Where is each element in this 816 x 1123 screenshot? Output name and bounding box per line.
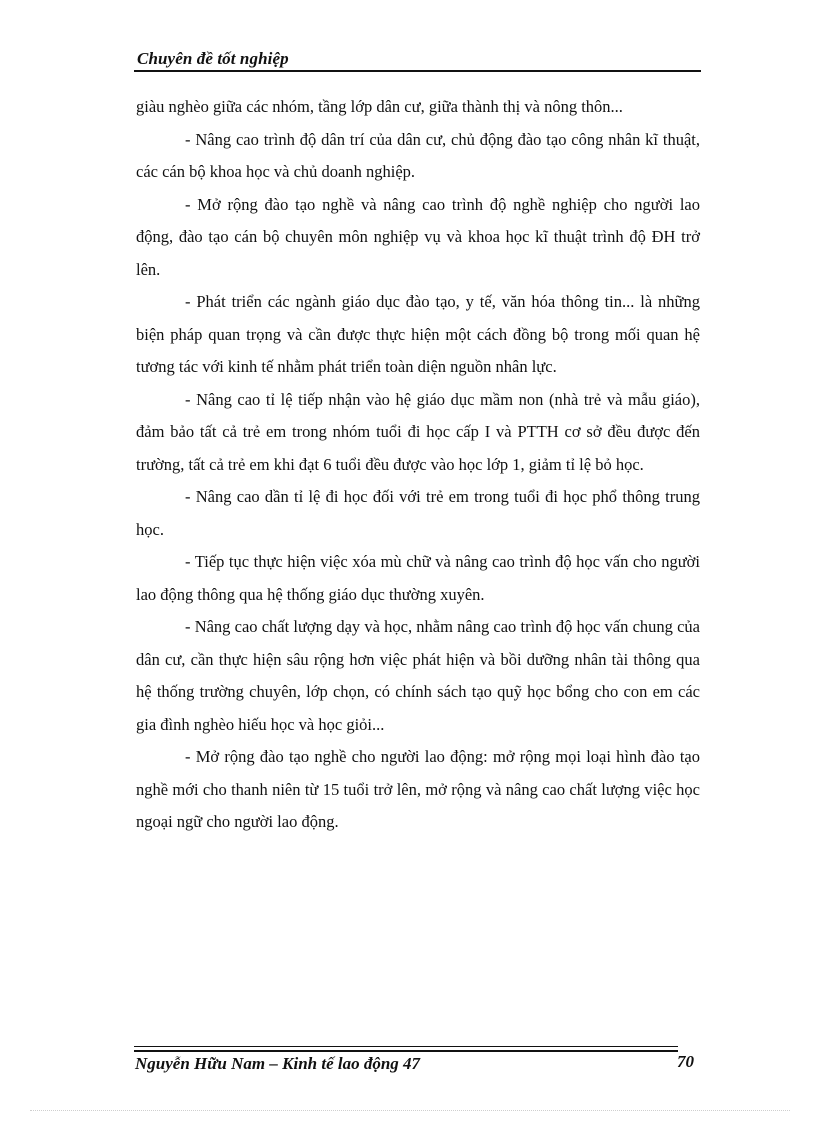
page-number: 70: [677, 1052, 694, 1071]
paragraph-item: - Mở rộng đào tạo nghề và nâng cao trình độ nghề nghiệp cho người lao động, đào tạo cán bộ chuyên môn nghiệp vụ và khoa học kĩ thuật trình độ ĐH trở lên.: [136, 194, 700, 279]
body-text: [136, 91, 700, 839]
paragraph-item: - Tiếp tục thực hiện việc xóa mù chữ và nâng cao trình độ học vấn cho người lao động thông qua hệ thống giáo dục thường xuyên.: [136, 552, 700, 604]
footer-divider-thin: [134, 1046, 678, 1047]
footer-divider-thick: [134, 1050, 678, 1052]
header-title: Chuyên đề tốt nghiệp: [137, 49, 289, 68]
footer-author: Nguyễn Hữu Nam – Kinh tế lao động 47: [135, 1054, 421, 1073]
paragraph-item: - Nâng cao chất lượng dạy và học, nhằm nâng cao trình độ học vấn chung của dân cư, cần thực hiện sâu rộng hơn việc phát hiện và bồi dưỡng nhân tài thông qua hệ thống trường chuyên, lớp chọn, có chính sách tạo quỹ học bổng cho con em các gia đình nghèo hiếu học và học giỏi...: [136, 617, 700, 734]
paragraph-item: - Nâng cao dần tỉ lệ đi học đối với trẻ em trong tuổi đi học phổ thông trung học.: [136, 487, 700, 539]
paragraph-continuation: giàu nghèo giữa các nhóm, tầng lớp dân cư, giữa thành thị và nông thôn...: [136, 97, 623, 116]
paragraph-item: - Nâng cao tỉ lệ tiếp nhận vào hệ giáo dục mầm non (nhà trẻ và mẫu giáo), đảm bảo tất cả trẻ em trong nhóm tuổi đi học cấp I và PTTH cơ sở đều được đến trường, tất cả trẻ em khi đạt 6 tuổi đều được vào học lớp 1, giảm tỉ lệ bỏ học.: [136, 389, 700, 474]
header-divider: [134, 70, 701, 72]
paragraph-item: - Phát triển các ngành giáo dục đào tạo, y tế, văn hóa thông tin... là những biện pháp quan trọng và cần được thực hiện một cách đồng bộ trong mối quan hệ tương tác với kinh tế nhằm phát triển toàn diện nguồn nhân lực.: [136, 292, 700, 376]
paragraph-item: - Nâng cao trình độ dân trí của dân cư, chủ động đào tạo công nhân kĩ thuật, các cán bộ khoa học và chủ doanh nghiệp.: [136, 129, 700, 181]
page-bottom-border: [30, 1110, 790, 1111]
paragraph-item: - Mở rộng đào tạo nghề cho người lao động: mở rộng mọi loại hình đào tạo nghề mới cho thanh niên từ 15 tuổi trở lên, mở rộng và nâng cao chất lượng việc học ngoại ngữ cho người lao động.: [136, 747, 700, 831]
